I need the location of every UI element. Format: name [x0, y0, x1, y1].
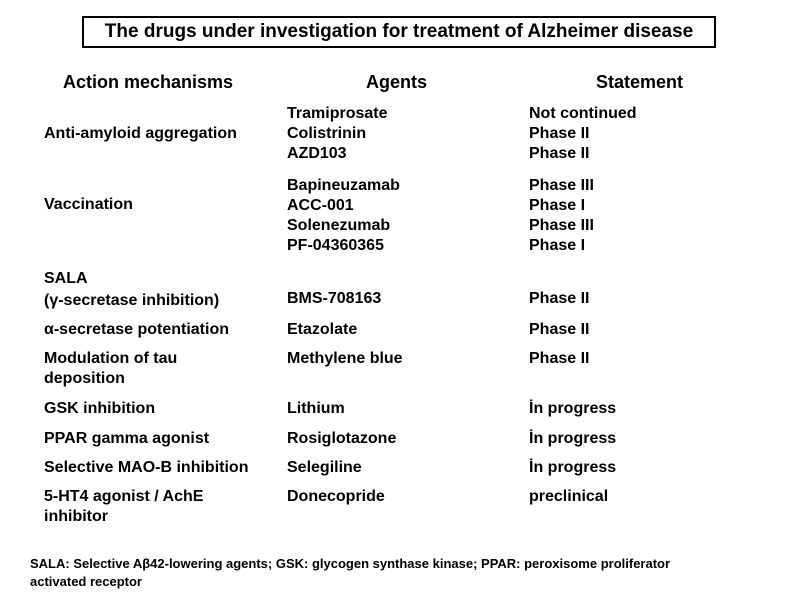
agents-cell — [287, 176, 400, 256]
mechanism-cell — [44, 195, 133, 215]
agents-cell — [287, 458, 362, 478]
agent-name: Lithium — [287, 400, 345, 417]
agent-name: Selegiline — [287, 459, 362, 476]
mechanism-cell — [44, 429, 209, 449]
statement-cell — [529, 349, 589, 369]
agents-cell — [287, 487, 385, 507]
mechanism-cell — [44, 349, 177, 389]
header-agents: Agents — [366, 72, 428, 92]
agents-cell — [287, 320, 357, 340]
statement-value: Phase II — [529, 290, 590, 307]
statement-value: Phase II — [529, 350, 590, 367]
agents-cell — [287, 104, 387, 164]
mechanism-line: Selective MAO-B inhibition — [44, 459, 249, 476]
mechanism-cell — [44, 320, 229, 340]
mechanism-line: (γ-secretase inhibition) — [44, 292, 220, 309]
mechanism-line: GSK inhibition — [44, 400, 156, 417]
agent-name: Donecopride — [287, 488, 385, 505]
agent-name: ACC-001 — [287, 197, 354, 214]
mechanism-cell — [44, 399, 155, 419]
agent-name: Bapineuzamab — [287, 177, 400, 194]
agents-cell — [287, 399, 345, 419]
agent-name: Tramiprosate — [287, 105, 388, 122]
mechanism-line: α-secretase potentiation — [44, 321, 229, 338]
statement-value: Phase II — [529, 125, 590, 142]
statement-value: preclinical — [529, 488, 609, 505]
statement-value: İn progress — [529, 430, 617, 447]
mechanism-cell — [44, 124, 237, 144]
agent-name: Methylene blue — [287, 350, 403, 367]
agent-name: Colistrinin — [287, 125, 367, 142]
footnote-line: activated receptor — [30, 574, 142, 589]
header-action-mechanisms: Action mechanisms — [63, 72, 234, 92]
agents-cell — [287, 429, 396, 449]
statement-value: Phase III — [529, 217, 594, 234]
agents-cell — [287, 289, 381, 309]
footnote — [30, 555, 770, 591]
mechanism-cell — [44, 458, 248, 478]
statement-cell — [529, 487, 608, 507]
statement-value: Phase I — [529, 237, 586, 254]
statement-value: Phase II — [529, 145, 590, 162]
agents-cell — [287, 349, 403, 369]
mechanism-cell — [44, 487, 203, 527]
statement-value: Not continued — [529, 105, 637, 122]
statement-cell — [529, 104, 637, 164]
mechanism-line: inhibitor — [44, 508, 108, 525]
statement-cell — [529, 399, 616, 419]
statement-value: Phase I — [529, 197, 586, 214]
statement-cell — [529, 320, 589, 340]
header-statement: Statement — [596, 72, 684, 92]
statement-cell — [529, 176, 594, 256]
agent-name: BMS-708163 — [287, 290, 382, 307]
agent-name: Solenezumab — [287, 217, 391, 234]
agent-name: AZD103 — [287, 145, 347, 162]
statement-value: Phase III — [529, 177, 594, 194]
agent-name: PF-04360365 — [287, 237, 384, 254]
mechanism-line: Vaccination — [44, 196, 133, 213]
mechanism-line: deposition — [44, 370, 125, 387]
mechanism-line: SALA — [44, 270, 88, 287]
mechanism-line: Modulation of tau — [44, 350, 178, 367]
statement-value: İn progress — [529, 459, 617, 476]
mechanism-line: 5-HT4 agonist / AchE — [44, 488, 204, 505]
statement-cell — [529, 289, 589, 309]
mechanism-line: Anti-amyloid aggregation — [44, 125, 237, 142]
footnote-line: SALA: Selective Aβ42-lowering agents; GSK: glycogen synthase kinase; PPAR: peroxisome proliferator — [30, 556, 671, 571]
table-title: The drugs under investigation for treatment of Alzheimer disease — [82, 16, 716, 48]
statement-cell — [529, 429, 616, 449]
agent-name: Rosiglotazone — [287, 430, 397, 447]
statement-value: İn progress — [529, 400, 617, 417]
agent-name: Etazolate — [287, 321, 358, 338]
mechanism-cell — [44, 268, 219, 312]
statement-value: Phase II — [529, 321, 590, 338]
mechanism-line: PPAR gamma agonist — [44, 430, 210, 447]
statement-cell — [529, 458, 616, 478]
